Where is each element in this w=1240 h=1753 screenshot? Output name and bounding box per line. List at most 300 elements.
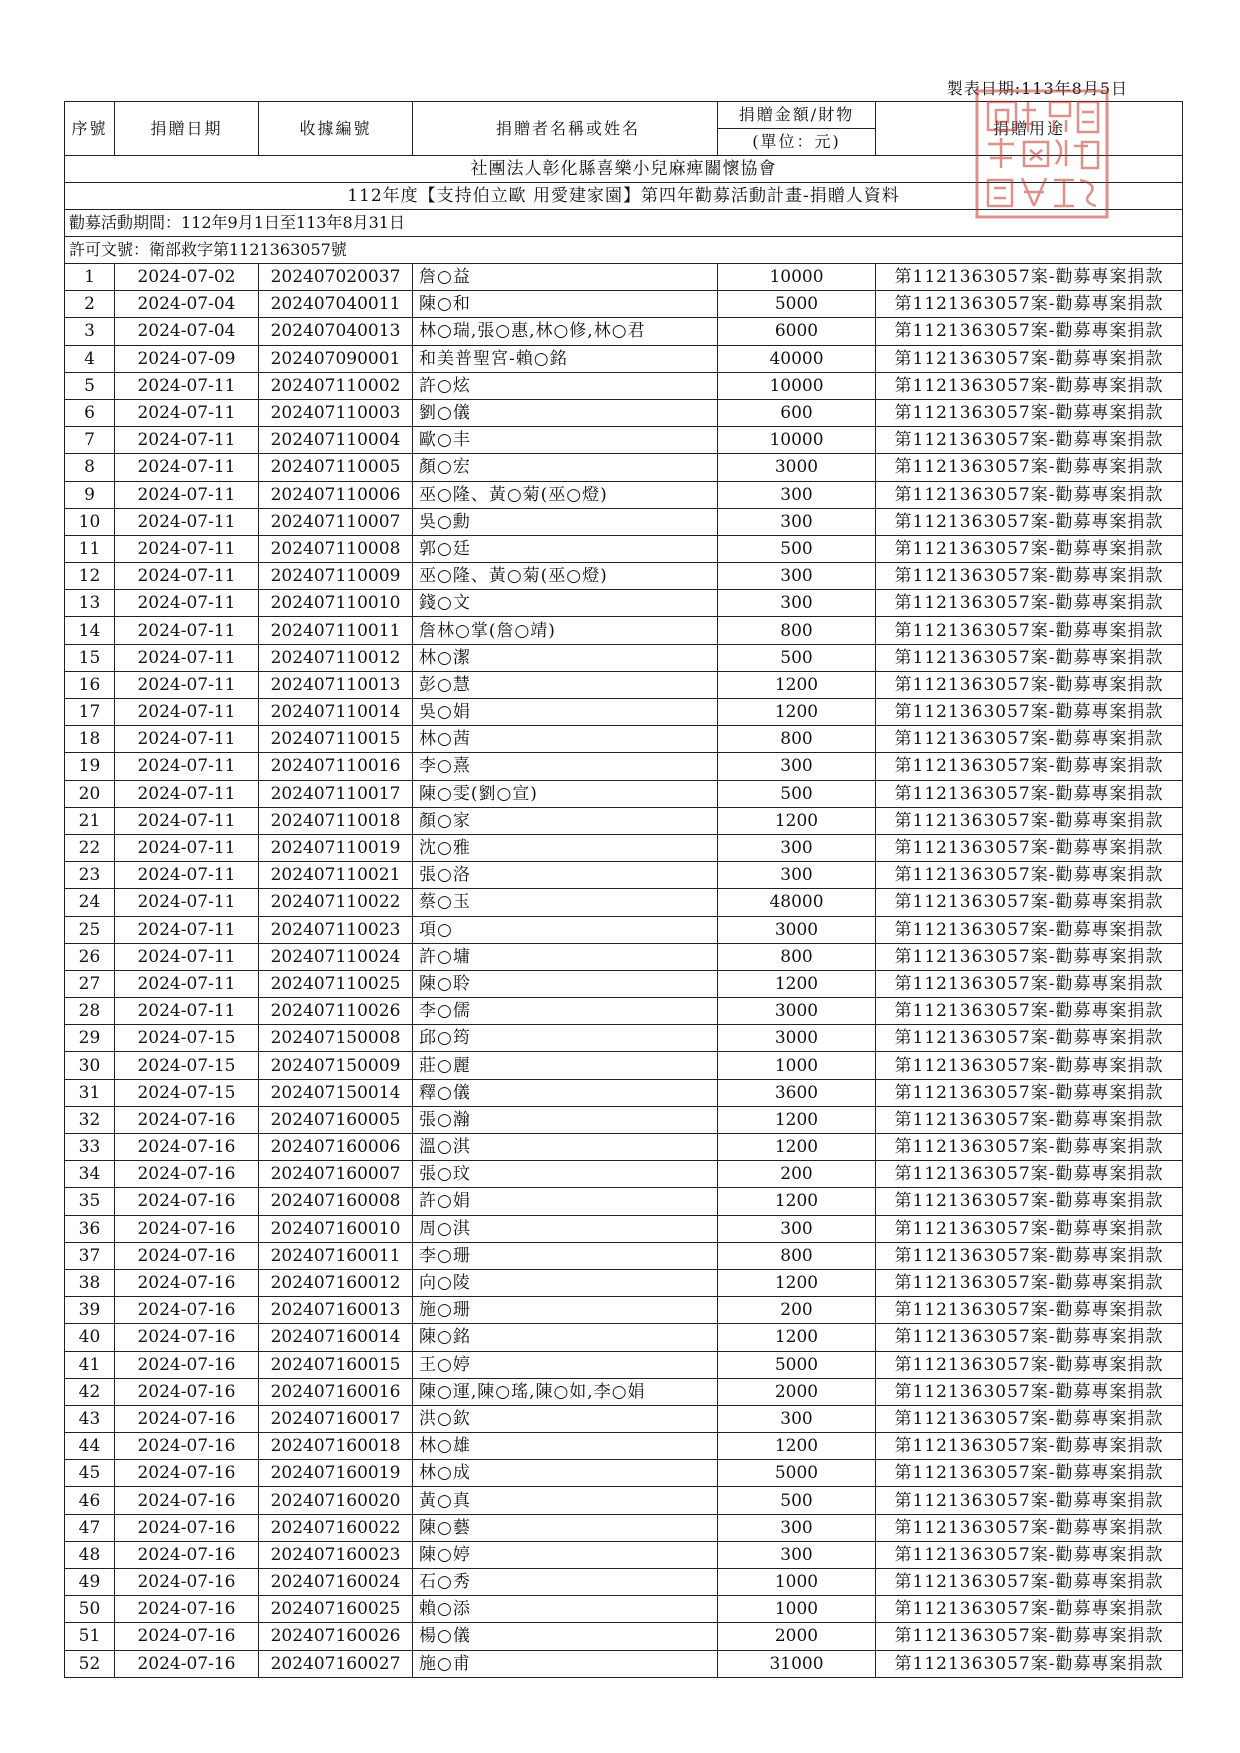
cell-receipt: 202407150014 [259,1079,413,1106]
cell-donor: 顏○家 [413,807,718,834]
cell-receipt: 202407110012 [259,644,413,671]
header-row [65,102,1183,129]
cell-donor: 溫○淇 [413,1134,718,1161]
table-row [65,535,1183,562]
cell-amount: 48000 [718,889,876,916]
cell-donor: 邱○筠 [413,1025,718,1052]
cell-receipt: 202407160008 [259,1188,413,1215]
cell-date: 2024-07-16 [115,1188,259,1215]
cell-date: 2024-07-15 [115,1079,259,1106]
table-row [65,617,1183,644]
cell-donor: 和美普聖宮-賴○銘 [413,345,718,372]
table-row [65,1596,1183,1623]
cell-amount: 300 [718,508,876,535]
cell-seq: 40 [65,1324,115,1351]
cell-amount: 3000 [718,454,876,481]
cell-amount: 5000 [718,291,876,318]
cell-seq: 2 [65,291,115,318]
cell-purpose: 第1121363057案-勸募專案捐款 [876,699,1183,726]
cell-purpose: 第1121363057案-勸募專案捐款 [876,998,1183,1025]
cell-receipt: 202407110019 [259,834,413,861]
header-date: 捐贈日期 [115,102,259,156]
cell-seq: 29 [65,1025,115,1052]
cell-date: 2024-07-11 [115,753,259,780]
cell-donor: 施○珊 [413,1297,718,1324]
table-row [65,1161,1183,1188]
cell-donor: 楊○儀 [413,1623,718,1650]
cell-amount: 600 [718,399,876,426]
cell-amount: 3000 [718,1025,876,1052]
cell-donor: 李○熹 [413,753,718,780]
cell-donor: 林○潔 [413,644,718,671]
cell-seq: 11 [65,535,115,562]
cell-receipt: 202407040011 [259,291,413,318]
cell-date: 2024-07-16 [115,1569,259,1596]
cell-seq: 15 [65,644,115,671]
table-row [65,1351,1183,1378]
cell-seq: 36 [65,1215,115,1242]
cell-donor: 陳○銘 [413,1324,718,1351]
header-purpose: 捐贈用途 [876,102,1183,156]
cell-date: 2024-07-11 [115,508,259,535]
cell-receipt: 202407110015 [259,726,413,753]
cell-amount: 300 [718,481,876,508]
cell-purpose: 第1121363057案-勸募專案捐款 [876,508,1183,535]
cell-date: 2024-07-11 [115,780,259,807]
cell-receipt: 202407110008 [259,535,413,562]
cell-amount: 300 [718,1514,876,1541]
cell-donor: 陳○和 [413,291,718,318]
cell-amount: 300 [718,1405,876,1432]
cell-date: 2024-07-11 [115,807,259,834]
cell-purpose: 第1121363057案-勸募專案捐款 [876,1324,1183,1351]
cell-amount: 6000 [718,318,876,345]
cell-donor: 顏○宏 [413,454,718,481]
cell-date: 2024-07-11 [115,916,259,943]
cell-purpose: 第1121363057案-勸募專案捐款 [876,264,1183,291]
cell-date: 2024-07-15 [115,1025,259,1052]
cell-amount: 300 [718,590,876,617]
cell-donor: 許○炫 [413,372,718,399]
cell-amount: 500 [718,1487,876,1514]
table-row [65,1269,1183,1296]
cell-donor: 陳○藝 [413,1514,718,1541]
cell-receipt: 202407040013 [259,318,413,345]
header-unit: (單位：元) [718,129,876,156]
table-row [65,1242,1183,1269]
cell-purpose: 第1121363057案-勸募專案捐款 [876,916,1183,943]
plan-title-row [65,183,1183,210]
cell-purpose: 第1121363057案-勸募專案捐款 [876,1052,1183,1079]
cell-receipt: 202407110002 [259,372,413,399]
cell-date: 2024-07-16 [115,1596,259,1623]
cell-donor: 許○娟 [413,1188,718,1215]
permit-text: 許可文號：衛部救字第1121363057號 [65,237,1183,264]
cell-donor: 石○秀 [413,1569,718,1596]
cell-donor: 歐○丰 [413,427,718,454]
cell-date: 2024-07-16 [115,1351,259,1378]
table-row [65,780,1183,807]
cell-receipt: 202407150009 [259,1052,413,1079]
cell-seq: 8 [65,454,115,481]
cell-seq: 32 [65,1106,115,1133]
cell-date: 2024-07-16 [115,1405,259,1432]
made-date: 製表日期:113年8月5日 [946,79,1128,98]
cell-receipt: 202407160012 [259,1269,413,1296]
cell-amount: 500 [718,780,876,807]
cell-seq: 52 [65,1650,115,1677]
cell-donor: 賴○添 [413,1596,718,1623]
cell-amount: 2000 [718,1623,876,1650]
table-row [65,834,1183,861]
cell-seq: 30 [65,1052,115,1079]
cell-seq: 14 [65,617,115,644]
cell-seq: 42 [65,1378,115,1405]
cell-purpose: 第1121363057案-勸募專案捐款 [876,1242,1183,1269]
cell-receipt: 202407110024 [259,943,413,970]
cell-purpose: 第1121363057案-勸募專案捐款 [876,481,1183,508]
cell-amount: 800 [718,617,876,644]
cell-donor: 張○玟 [413,1161,718,1188]
cell-amount: 300 [718,862,876,889]
cell-date: 2024-07-11 [115,699,259,726]
cell-donor: 陳○婷 [413,1541,718,1568]
cell-date: 2024-07-11 [115,970,259,997]
cell-purpose: 第1121363057案-勸募專案捐款 [876,1514,1183,1541]
cell-receipt: 202407110017 [259,780,413,807]
cell-date: 2024-07-11 [115,617,259,644]
table-row [65,1405,1183,1432]
cell-amount: 1200 [718,1324,876,1351]
cell-purpose: 第1121363057案-勸募專案捐款 [876,943,1183,970]
header-seq: 序號 [65,102,115,156]
cell-date: 2024-07-16 [115,1378,259,1405]
table-row [65,1378,1183,1405]
table-row [65,1650,1183,1677]
table-row [65,998,1183,1025]
cell-seq: 9 [65,481,115,508]
cell-amount: 200 [718,1161,876,1188]
cell-receipt: 202407150008 [259,1025,413,1052]
cell-date: 2024-07-11 [115,862,259,889]
cell-seq: 20 [65,780,115,807]
cell-amount: 1200 [718,1134,876,1161]
cell-date: 2024-07-16 [115,1106,259,1133]
cell-date: 2024-07-15 [115,1052,259,1079]
cell-date: 2024-07-02 [115,264,259,291]
table-row [65,1487,1183,1514]
table-row [65,1324,1183,1351]
cell-donor: 張○瀚 [413,1106,718,1133]
cell-purpose: 第1121363057案-勸募專案捐款 [876,1596,1183,1623]
cell-amount: 1000 [718,1569,876,1596]
cell-amount: 1200 [718,807,876,834]
cell-seq: 50 [65,1596,115,1623]
cell-receipt: 202407160023 [259,1541,413,1568]
table-body [65,264,1183,1678]
cell-donor: 陳○聆 [413,970,718,997]
table-row [65,1079,1183,1106]
cell-date: 2024-07-16 [115,1269,259,1296]
cell-amount: 1200 [718,1106,876,1133]
cell-date: 2024-07-16 [115,1134,259,1161]
cell-date: 2024-07-04 [115,318,259,345]
cell-receipt: 202407160013 [259,1297,413,1324]
cell-donor: 向○陵 [413,1269,718,1296]
table-row [65,807,1183,834]
cell-purpose: 第1121363057案-勸募專案捐款 [876,1405,1183,1432]
cell-date: 2024-07-11 [115,399,259,426]
cell-seq: 12 [65,563,115,590]
cell-amount: 300 [718,1215,876,1242]
cell-receipt: 202407160005 [259,1106,413,1133]
cell-amount: 1200 [718,970,876,997]
cell-receipt: 202407110025 [259,970,413,997]
cell-seq: 51 [65,1623,115,1650]
cell-date: 2024-07-11 [115,943,259,970]
cell-purpose: 第1121363057案-勸募專案捐款 [876,1623,1183,1650]
cell-date: 2024-07-11 [115,726,259,753]
cell-date: 2024-07-16 [115,1215,259,1242]
cell-donor: 吳○勳 [413,508,718,535]
cell-purpose: 第1121363057案-勸募專案捐款 [876,1569,1183,1596]
cell-receipt: 202407110007 [259,508,413,535]
cell-date: 2024-07-11 [115,454,259,481]
cell-seq: 21 [65,807,115,834]
cell-purpose: 第1121363057案-勸募專案捐款 [876,345,1183,372]
cell-seq: 3 [65,318,115,345]
cell-date: 2024-07-11 [115,644,259,671]
cell-purpose: 第1121363057案-勸募專案捐款 [876,1269,1183,1296]
cell-purpose: 第1121363057案-勸募專案捐款 [876,1188,1183,1215]
table-row [65,644,1183,671]
table-row [65,454,1183,481]
plan-title: 112年度【支持伯立歐 用愛建家園】第四年勸募活動計畫-捐贈人資料 [65,183,1183,210]
cell-seq: 16 [65,671,115,698]
table-row [65,1569,1183,1596]
cell-date: 2024-07-16 [115,1433,259,1460]
cell-purpose: 第1121363057案-勸募專案捐款 [876,617,1183,644]
cell-date: 2024-07-11 [115,563,259,590]
cell-date: 2024-07-16 [115,1541,259,1568]
cell-seq: 10 [65,508,115,535]
cell-receipt: 202407160026 [259,1623,413,1650]
table-row [65,1134,1183,1161]
cell-purpose: 第1121363057案-勸募專案捐款 [876,1351,1183,1378]
cell-amount: 40000 [718,345,876,372]
cell-donor: 詹○益 [413,264,718,291]
cell-seq: 4 [65,345,115,372]
cell-donor: 巫○隆、黃○菊(巫○燈) [413,563,718,590]
cell-seq: 44 [65,1433,115,1460]
cell-amount: 1200 [718,1269,876,1296]
cell-receipt: 202407160022 [259,1514,413,1541]
table-row [65,427,1183,454]
cell-purpose: 第1121363057案-勸募專案捐款 [876,291,1183,318]
cell-purpose: 第1121363057案-勸募專案捐款 [876,753,1183,780]
cell-seq: 23 [65,862,115,889]
cell-purpose: 第1121363057案-勸募專案捐款 [876,590,1183,617]
cell-purpose: 第1121363057案-勸募專案捐款 [876,1541,1183,1568]
cell-date: 2024-07-04 [115,291,259,318]
cell-purpose: 第1121363057案-勸募專案捐款 [876,399,1183,426]
table-row [65,1052,1183,1079]
cell-donor: 施○甫 [413,1650,718,1677]
cell-amount: 500 [718,535,876,562]
cell-receipt: 202407110010 [259,590,413,617]
cell-donor: 林○成 [413,1460,718,1487]
cell-donor: 錢○文 [413,590,718,617]
cell-receipt: 202407160019 [259,1460,413,1487]
cell-receipt: 202407160010 [259,1215,413,1242]
cell-purpose: 第1121363057案-勸募專案捐款 [876,834,1183,861]
cell-amount: 300 [718,1541,876,1568]
cell-donor: 莊○麗 [413,1052,718,1079]
table-row [65,345,1183,372]
cell-seq: 46 [65,1487,115,1514]
table-row [65,671,1183,698]
cell-date: 2024-07-16 [115,1460,259,1487]
cell-purpose: 第1121363057案-勸募專案捐款 [876,1025,1183,1052]
table-row [65,1514,1183,1541]
cell-date: 2024-07-16 [115,1623,259,1650]
cell-purpose: 第1121363057案-勸募專案捐款 [876,1433,1183,1460]
cell-amount: 1200 [718,699,876,726]
cell-amount: 2000 [718,1378,876,1405]
cell-purpose: 第1121363057案-勸募專案捐款 [876,1161,1183,1188]
table-row [65,508,1183,535]
cell-seq: 6 [65,399,115,426]
cell-donor: 李○儒 [413,998,718,1025]
table-row [65,889,1183,916]
table-row [65,1623,1183,1650]
org-name-row [65,156,1183,183]
cell-seq: 19 [65,753,115,780]
cell-seq: 34 [65,1161,115,1188]
table-row [65,372,1183,399]
cell-date: 2024-07-11 [115,998,259,1025]
cell-donor: 吳○娟 [413,699,718,726]
cell-donor: 周○淇 [413,1215,718,1242]
cell-purpose: 第1121363057案-勸募專案捐款 [876,1297,1183,1324]
cell-donor: 蔡○玉 [413,889,718,916]
cell-date: 2024-07-16 [115,1487,259,1514]
table-row [65,916,1183,943]
cell-donor: 彭○慧 [413,671,718,698]
cell-amount: 1200 [718,671,876,698]
cell-amount: 3000 [718,998,876,1025]
table-row [65,862,1183,889]
cell-purpose: 第1121363057案-勸募專案捐款 [876,970,1183,997]
cell-receipt: 202407110016 [259,753,413,780]
cell-purpose: 第1121363057案-勸募專案捐款 [876,780,1183,807]
cell-receipt: 202407160025 [259,1596,413,1623]
cell-purpose: 第1121363057案-勸募專案捐款 [876,1134,1183,1161]
table-row [65,699,1183,726]
cell-date: 2024-07-11 [115,427,259,454]
cell-seq: 26 [65,943,115,970]
table-row [65,1106,1183,1133]
cell-donor: 陳○運,陳○瑤,陳○如,李○娟 [413,1378,718,1405]
cell-donor: 郭○廷 [413,535,718,562]
cell-seq: 31 [65,1079,115,1106]
cell-donor: 劉○儀 [413,399,718,426]
table-row [65,1541,1183,1568]
cell-seq: 27 [65,970,115,997]
cell-purpose: 第1121363057案-勸募專案捐款 [876,535,1183,562]
cell-date: 2024-07-11 [115,671,259,698]
cell-donor: 張○洛 [413,862,718,889]
cell-receipt: 202407160017 [259,1405,413,1432]
table-row [65,1188,1183,1215]
cell-receipt: 202407090001 [259,345,413,372]
cell-seq: 38 [65,1269,115,1296]
cell-purpose: 第1121363057案-勸募專案捐款 [876,644,1183,671]
cell-receipt: 202407160014 [259,1324,413,1351]
table-row [65,943,1183,970]
table-row [65,1215,1183,1242]
donor-table [64,101,1183,1678]
cell-amount: 10000 [718,372,876,399]
org-name: 社團法人彰化縣喜樂小兒麻痺關懷協會 [65,156,1183,183]
table-row [65,970,1183,997]
cell-receipt: 202407160007 [259,1161,413,1188]
cell-donor: 王○婷 [413,1351,718,1378]
period-text: 勸募活動期間：112年9月1日至113年8月31日 [65,210,1183,237]
cell-amount: 500 [718,644,876,671]
table-row [65,590,1183,617]
cell-receipt: 202407110023 [259,916,413,943]
cell-donor: 林○茜 [413,726,718,753]
cell-receipt: 202407110004 [259,427,413,454]
cell-donor: 李○珊 [413,1242,718,1269]
cell-purpose: 第1121363057案-勸募專案捐款 [876,454,1183,481]
cell-seq: 35 [65,1188,115,1215]
cell-amount: 3600 [718,1079,876,1106]
cell-seq: 43 [65,1405,115,1432]
cell-date: 2024-07-16 [115,1161,259,1188]
cell-receipt: 202407160016 [259,1378,413,1405]
cell-seq: 22 [65,834,115,861]
cell-seq: 24 [65,889,115,916]
cell-seq: 25 [65,916,115,943]
cell-receipt: 202407160024 [259,1569,413,1596]
table-row [65,726,1183,753]
cell-receipt: 202407110018 [259,807,413,834]
cell-purpose: 第1121363057案-勸募專案捐款 [876,807,1183,834]
cell-date: 2024-07-16 [115,1650,259,1677]
cell-seq: 48 [65,1541,115,1568]
cell-donor: 林○瑞,張○惠,林○修,林○君 [413,318,718,345]
table-row [65,1297,1183,1324]
cell-date: 2024-07-09 [115,345,259,372]
cell-seq: 18 [65,726,115,753]
cell-amount: 200 [718,1297,876,1324]
cell-amount: 10000 [718,264,876,291]
cell-seq: 1 [65,264,115,291]
table-row [65,264,1183,291]
table-row [65,753,1183,780]
cell-date: 2024-07-16 [115,1514,259,1541]
cell-date: 2024-07-11 [115,834,259,861]
cell-donor: 林○雄 [413,1433,718,1460]
cell-amount: 1200 [718,1188,876,1215]
period-row [65,210,1183,237]
cell-amount: 1000 [718,1052,876,1079]
header-receipt: 收據編號 [259,102,413,156]
cell-donor: 詹林○掌(詹○靖) [413,617,718,644]
table-row [65,318,1183,345]
